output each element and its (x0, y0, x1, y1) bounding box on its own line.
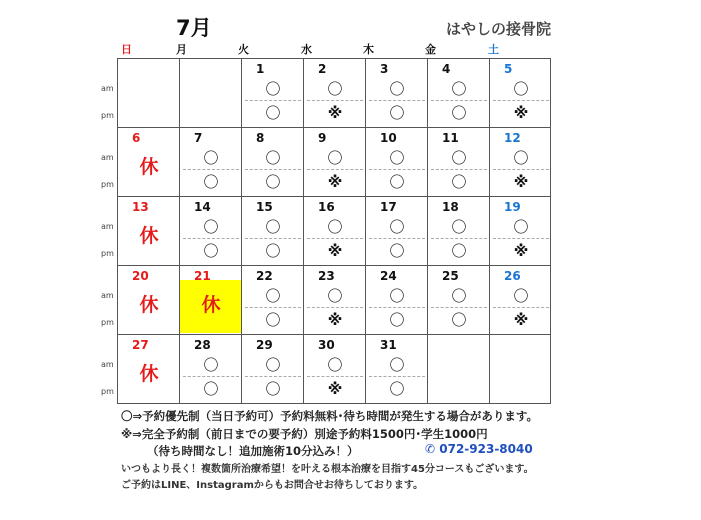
weekday-sat: 土 (488, 43, 499, 56)
calendar-day-cell (490, 197, 552, 266)
am-pm-divider (307, 238, 363, 239)
am-availability-mark: 〇 (389, 287, 405, 305)
month-title: 7月 (176, 16, 212, 40)
am-availability-mark: 〇 (389, 149, 405, 167)
calendar-day-cell (366, 128, 428, 197)
am-availability-mark: 〇 (513, 287, 529, 305)
pm-availability-mark: ※ (513, 173, 529, 191)
clinic-name: はやしの接骨院 (446, 20, 552, 38)
calendar-day-cell (180, 197, 242, 266)
pm-availability-mark: ※ (513, 104, 529, 122)
calendar-day-cell (366, 197, 428, 266)
am-pm-divider (431, 169, 487, 170)
day-number: 22 (256, 269, 273, 283)
calendar-day-cell (118, 197, 180, 266)
grid-column-line (179, 59, 180, 403)
pm-availability-mark: 〇 (265, 173, 281, 191)
am-availability-mark: 〇 (265, 80, 281, 98)
grid-row-line (118, 334, 550, 335)
pm-availability-mark: 〇 (203, 380, 219, 398)
am-pm-divider (183, 169, 239, 170)
day-number: 27 (132, 338, 149, 352)
day-number: 31 (380, 338, 397, 352)
am-pm-divider (183, 376, 239, 377)
pm-label: pm (101, 111, 114, 120)
calendar-day-cell (490, 266, 552, 335)
legend-reservation: ※⇒完全予約制（前日までの要予約）別途予約料1500円･学生1000円 (121, 427, 488, 441)
phone-number[interactable] (425, 442, 533, 456)
weekday-mon: 月 (176, 43, 187, 56)
am-pm-divider (493, 238, 549, 239)
pm-availability-mark: 〇 (389, 173, 405, 191)
calendar-day-cell (242, 128, 304, 197)
am-availability-mark: 〇 (327, 80, 343, 98)
phone-text: 072-923-8040 (439, 442, 533, 456)
am-pm-divider (245, 100, 301, 101)
calendar-week-row (118, 128, 550, 197)
am-availability-mark: 〇 (327, 356, 343, 374)
day-number: 2 (318, 62, 327, 76)
pm-label: pm (101, 387, 114, 396)
calendar-day-cell (428, 266, 490, 335)
day-number: 26 (504, 269, 521, 283)
pm-availability-mark: 〇 (265, 380, 281, 398)
day-number: 17 (380, 200, 397, 214)
pm-availability-mark: 〇 (389, 242, 405, 260)
calendar-day-cell (180, 266, 242, 335)
am-pm-divider (307, 169, 363, 170)
pm-availability-mark: ※ (327, 104, 343, 122)
pm-availability-mark: 〇 (265, 311, 281, 329)
am-availability-mark: 〇 (451, 218, 467, 236)
pm-availability-mark: 〇 (203, 173, 219, 191)
am-pm-divider (307, 100, 363, 101)
weekday-thu: 木 (363, 43, 374, 56)
calendar-day-cell (180, 59, 242, 128)
grid-column-line (489, 59, 490, 403)
calendar-day-cell (304, 128, 366, 197)
pm-availability-mark: 〇 (203, 242, 219, 260)
pm-availability-mark: ※ (513, 311, 529, 329)
am-availability-mark: 〇 (265, 287, 281, 305)
calendar-day-cell (304, 59, 366, 128)
am-availability-mark: 〇 (203, 356, 219, 374)
am-pm-divider (369, 238, 425, 239)
calendar-day-cell (428, 197, 490, 266)
contact-note: ご予約はLINE、Instagramからもお問合せお待ちしております。 (121, 480, 424, 491)
day-number: 15 (256, 200, 273, 214)
am-availability-mark: 〇 (389, 356, 405, 374)
am-pm-divider (307, 376, 363, 377)
grid-column-line (303, 59, 304, 403)
am-pm-divider (183, 238, 239, 239)
am-availability-mark: 〇 (451, 287, 467, 305)
calendar-day-cell (304, 197, 366, 266)
weekday-wed: 水 (301, 43, 312, 56)
day-number: 21 (194, 269, 211, 283)
day-number: 11 (442, 131, 459, 145)
calendar-week-row (118, 335, 550, 404)
am-pm-divider (493, 169, 549, 170)
am-label: am (101, 360, 114, 369)
am-availability-mark: 〇 (265, 218, 281, 236)
calendar-day-cell (242, 266, 304, 335)
calendar-day-cell (242, 59, 304, 128)
am-availability-mark: 〇 (203, 218, 219, 236)
am-label: am (101, 222, 114, 231)
pm-availability-mark: 〇 (265, 104, 281, 122)
day-number: 28 (194, 338, 211, 352)
am-availability-mark: 〇 (513, 149, 529, 167)
pm-label: pm (101, 249, 114, 258)
weekday-fri: 金 (425, 43, 436, 56)
day-number: 8 (256, 131, 265, 145)
grid-row-line (118, 127, 550, 128)
pm-availability-mark: 〇 (451, 311, 467, 329)
pm-availability-mark: ※ (327, 311, 343, 329)
pm-availability-mark: 〇 (389, 380, 405, 398)
am-availability-mark: 〇 (265, 356, 281, 374)
pm-availability-mark: ※ (513, 242, 529, 260)
weekday-tue: 火 (238, 43, 249, 56)
am-pm-divider (369, 169, 425, 170)
day-number: 12 (504, 131, 521, 145)
calendar-week-row (118, 197, 550, 266)
day-number: 24 (380, 269, 397, 283)
calendar-day-cell (242, 197, 304, 266)
day-number: 23 (318, 269, 335, 283)
day-number: 7 (194, 131, 203, 145)
day-number: 29 (256, 338, 273, 352)
pm-label: pm (101, 180, 114, 189)
am-availability-mark: 〇 (389, 218, 405, 236)
calendar-day-cell (180, 128, 242, 197)
pm-availability-mark: 〇 (451, 242, 467, 260)
am-pm-divider (245, 376, 301, 377)
am-pm-divider (369, 307, 425, 308)
day-number: 30 (318, 338, 335, 352)
am-pm-divider (493, 100, 549, 101)
am-availability-mark: 〇 (451, 80, 467, 98)
am-pm-divider (431, 307, 487, 308)
pm-availability-mark: 〇 (451, 173, 467, 191)
am-label: am (101, 84, 114, 93)
calendar-day-cell (490, 335, 552, 404)
am-availability-mark: 〇 (327, 218, 343, 236)
calendar-day-cell (366, 335, 428, 404)
day-number: 10 (380, 131, 397, 145)
day-number: 9 (318, 131, 327, 145)
am-pm-divider (245, 169, 301, 170)
am-label: am (101, 153, 114, 162)
closed-mark: 休 (139, 363, 159, 385)
day-number: 3 (380, 62, 389, 76)
legend-no-wait: （待ち時間なし！追加施術10分込み！） (147, 444, 359, 458)
day-number: 4 (442, 62, 451, 76)
closed-mark: 休 (139, 225, 159, 247)
grid-column-line (427, 59, 428, 403)
pm-availability-mark: 〇 (265, 242, 281, 260)
pm-availability-mark: ※ (327, 173, 343, 191)
pm-availability-mark: 〇 (389, 311, 405, 329)
course-note: いつもより長く！複数箇所治療希望！を叶える根本治療を目指す45分コースもございます。 (121, 464, 534, 475)
am-label: am (101, 291, 114, 300)
calendar-day-cell (428, 335, 490, 404)
calendar-day-cell (118, 266, 180, 335)
calendar-week-row (118, 266, 550, 335)
grid-row-line (118, 196, 550, 197)
day-number: 25 (442, 269, 459, 283)
day-number: 1 (256, 62, 265, 76)
grid-row-line (118, 265, 550, 266)
day-number: 14 (194, 200, 211, 214)
pm-availability-mark: 〇 (389, 104, 405, 122)
am-pm-divider (369, 100, 425, 101)
closed-mark: 休 (139, 294, 159, 316)
pm-availability-mark: ※ (327, 242, 343, 260)
am-pm-divider (245, 238, 301, 239)
calendar-day-cell (366, 59, 428, 128)
am-pm-divider (493, 307, 549, 308)
day-number: 16 (318, 200, 335, 214)
day-number: 18 (442, 200, 459, 214)
day-number: 13 (132, 200, 149, 214)
pm-availability-mark: ※ (327, 380, 343, 398)
day-number: 5 (504, 62, 513, 76)
phone-icon: ✆ (425, 442, 436, 456)
calendar-day-cell (428, 128, 490, 197)
grid-column-line (365, 59, 366, 403)
calendar-day-cell (428, 59, 490, 128)
am-availability-mark: 〇 (513, 80, 529, 98)
grid-column-line (241, 59, 242, 403)
closed-mark: 休 (139, 156, 159, 178)
am-availability-mark: 〇 (203, 149, 219, 167)
pm-availability-mark: 〇 (451, 104, 467, 122)
day-number: 6 (132, 131, 141, 145)
legend-open: 〇⇒予約優先制（当日予約可）予約料無料･待ち時間が発生する場合があります。 (121, 409, 538, 423)
am-pm-divider (431, 238, 487, 239)
closed-mark: 休 (201, 294, 221, 316)
pm-label: pm (101, 318, 114, 327)
day-number: 19 (504, 200, 521, 214)
calendar-day-cell (304, 335, 366, 404)
calendar-day-cell (366, 266, 428, 335)
calendar-day-cell (118, 59, 180, 128)
calendar-grid (117, 58, 551, 404)
weekday-sun: 日 (121, 43, 132, 56)
am-pm-divider (431, 100, 487, 101)
am-availability-mark: 〇 (327, 149, 343, 167)
am-availability-mark: 〇 (327, 287, 343, 305)
am-pm-divider (245, 307, 301, 308)
calendar-day-cell (118, 335, 180, 404)
am-pm-divider (307, 307, 363, 308)
am-availability-mark: 〇 (389, 80, 405, 98)
calendar-day-cell (490, 59, 552, 128)
calendar-day-cell (304, 266, 366, 335)
am-availability-mark: 〇 (513, 218, 529, 236)
calendar-day-cell (180, 335, 242, 404)
am-pm-divider (369, 376, 425, 377)
calendar-day-cell (490, 128, 552, 197)
calendar-day-cell (118, 128, 180, 197)
am-availability-mark: 〇 (265, 149, 281, 167)
am-availability-mark: 〇 (451, 149, 467, 167)
calendar-day-cell (242, 335, 304, 404)
calendar-week-row (118, 59, 550, 128)
day-number: 20 (132, 269, 149, 283)
